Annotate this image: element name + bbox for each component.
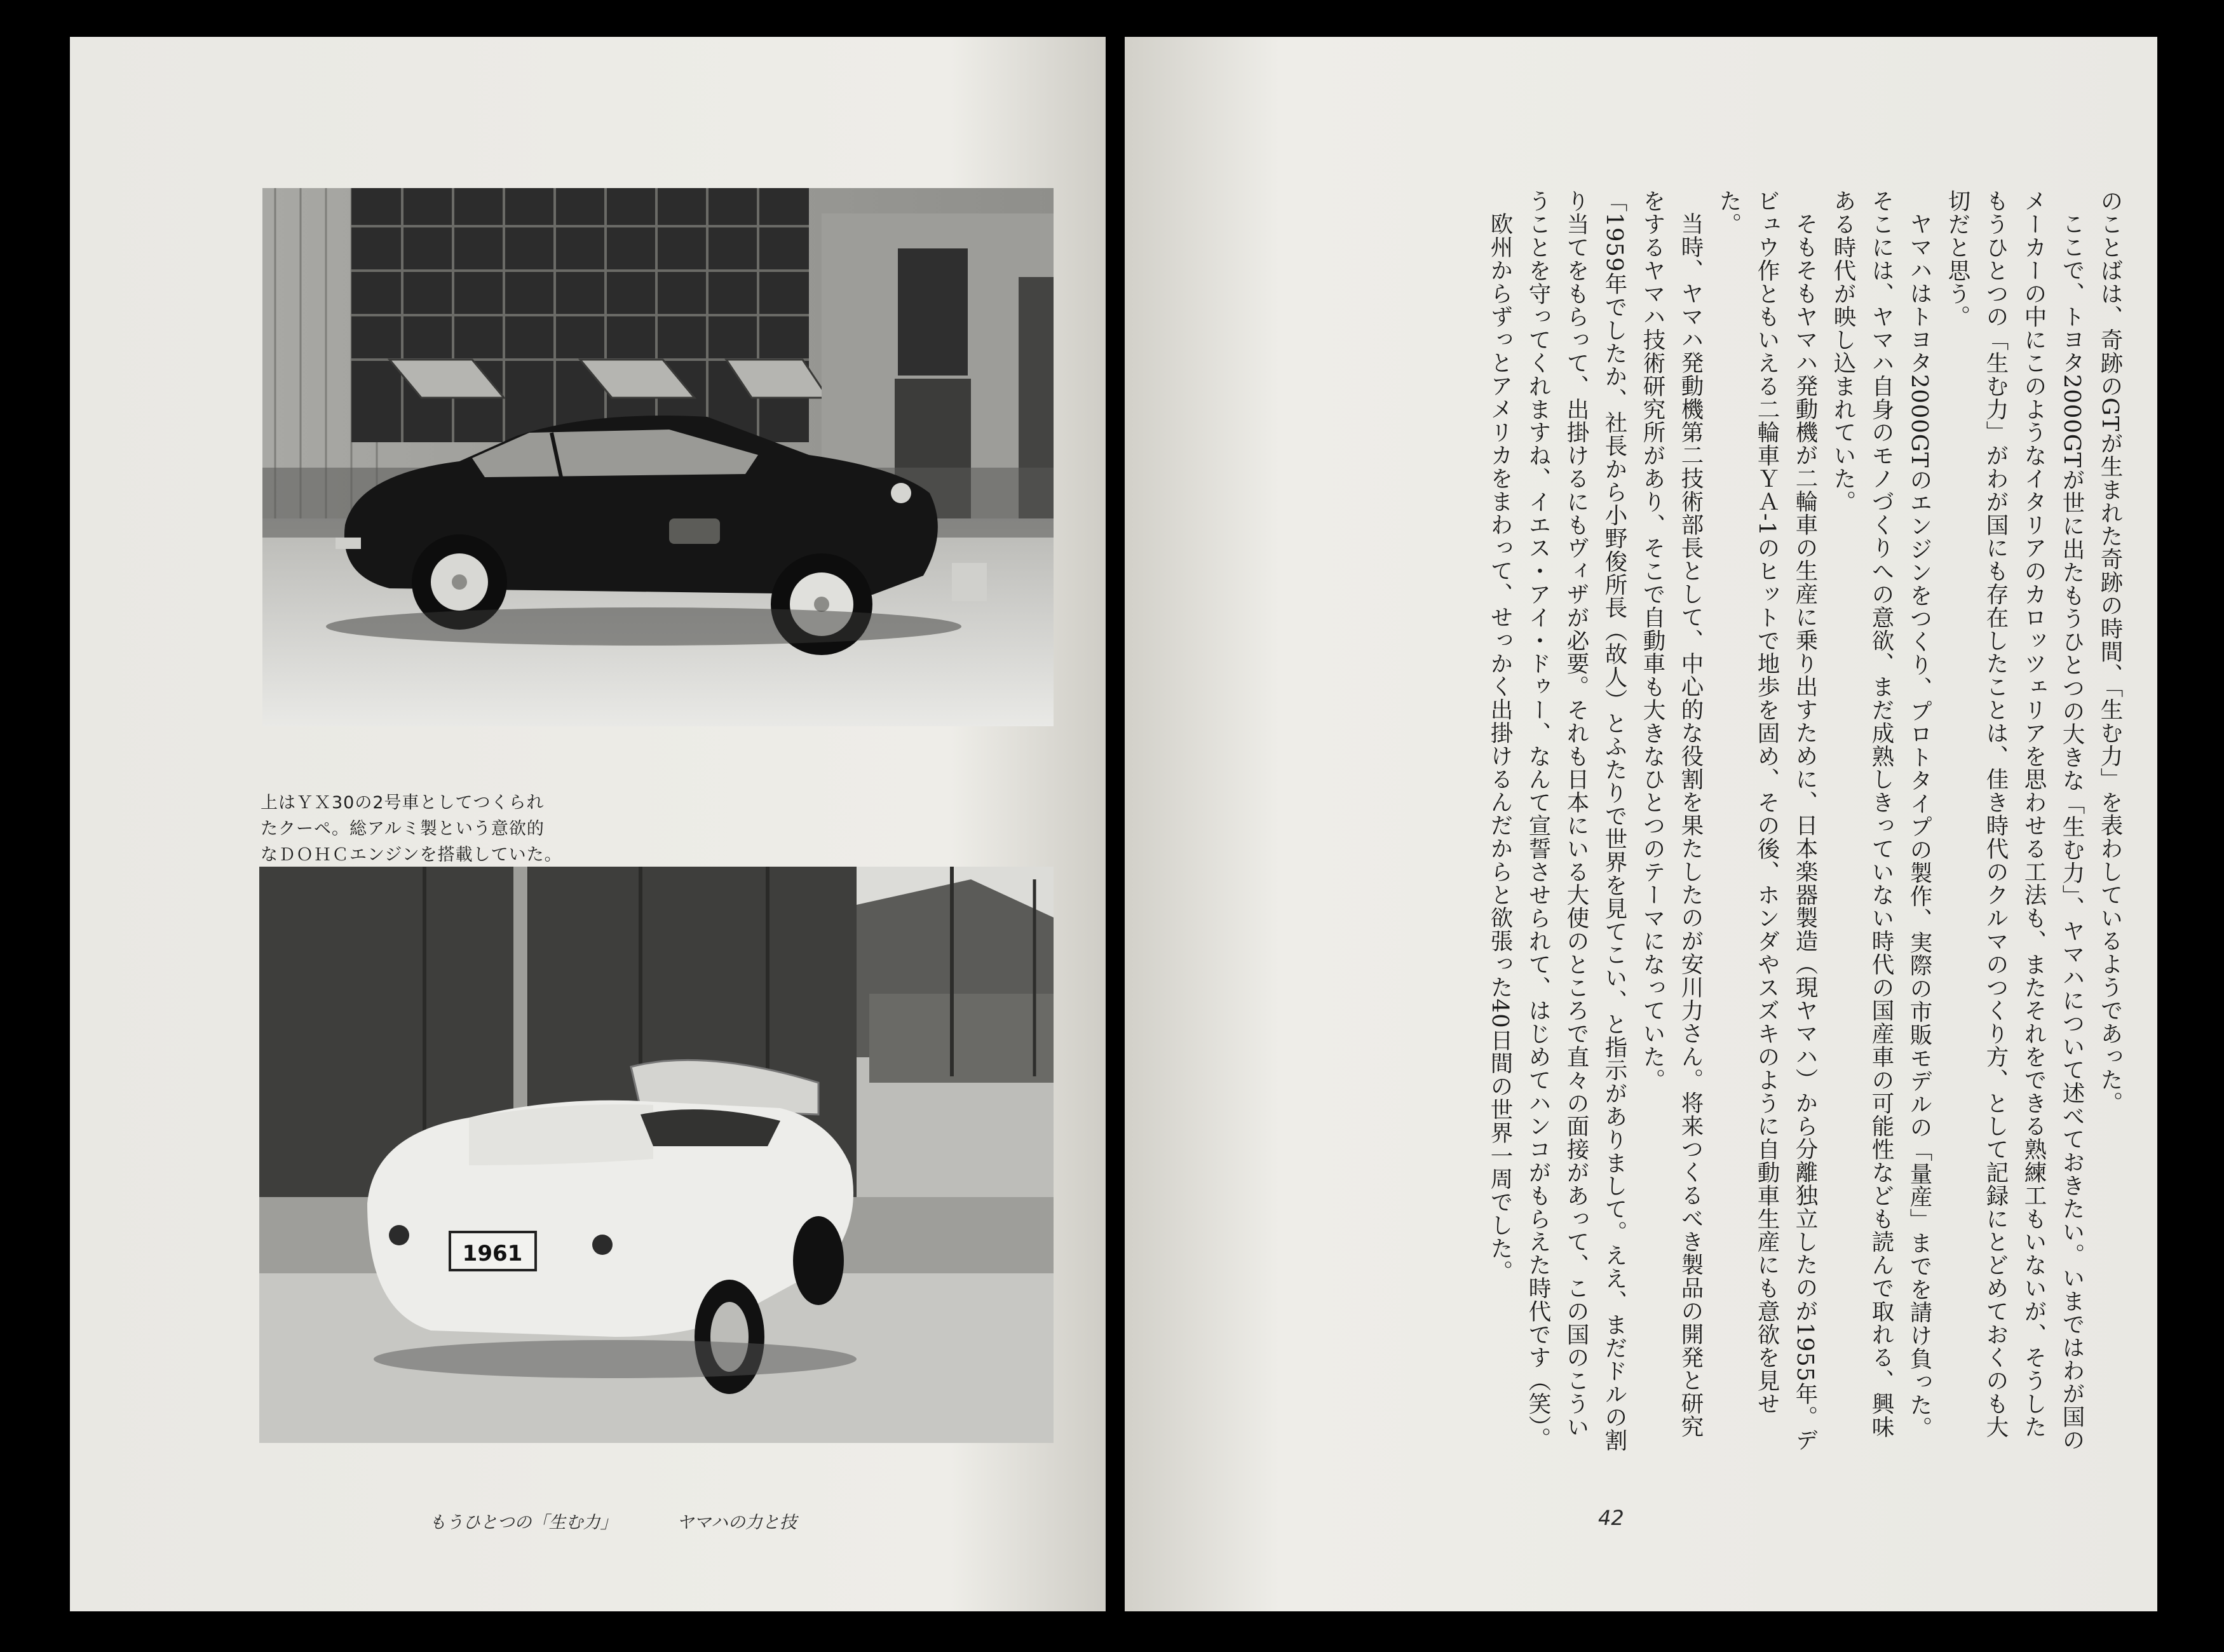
paragraph: ヤマハはトヨタ2000GTのエンジンをつくり、プロトタイプの製作、実際の市販モデルの「量産」までを請け負った。そこには、ヤマハ自身のモノづくりへの意欲、まだ成熟しきっていない時代の国産車の可能性なども読んで取れる、興味ある時代が映し込まれていた。 [1830, 189, 1932, 1439]
roadster-photo-illustration [259, 867, 1054, 1443]
coupe-photo-illustration [262, 188, 1054, 726]
paragraph: 欧州からずっとアメリカをまわって、せっかく出掛けるんだからと欲張った40日間の世界一周でした。 [1487, 212, 1513, 1283]
license-plate-text: 1961 [462, 1241, 523, 1266]
paragraph: 「1959年でしたか、社長から小野俊所長（故人）とふたりで世界を見てこい、と指示がありまして。ええ、まだドルの割り当てをもらって、出掛けるにもヴィザが必要。それも日本にいる大使のところで直々の面接があって、この国のこういうことを守ってくれますね、イエス・アイ・ドゥー、なんて宣誓させられて、はじめてハンコがもらえた時代です（笑）。 [1525, 189, 1627, 1452]
caption-line: なＤＯＨＣエンジンを搭載していた。 [261, 845, 562, 865]
caption-line: たクーペ。総アルミ製という意欲的 [261, 819, 545, 839]
footer-chapter-title: ヤマハの力と技 [677, 1513, 797, 1533]
roadster-photo [259, 867, 1054, 1443]
footer-series-title: もうひとつの「生む力」 [429, 1513, 618, 1533]
body-text [1160, 189, 2129, 1454]
paragraph: ここで、トヨタ2000GTが世に出たもうひとつの大きな「生む力」、ヤマハについて述べておきたい。いまではわが国のメーカーの中にこのようなイタリアのカロッツェリアを思わせる工法も、またそれをできる熟練工もいないが、そうしたもうひとつの「生む力」がわが国にも存在したことは、佳き時代のクルマのつくり方、として記録にとどめておくのも大切だと思う。 [1944, 189, 2085, 1451]
paragraph: 当時、ヤマハ発動機第二技術部長として、中心的な役割を果たしたのが安川力さん。将来つくるべき製品の開発と研究をするヤマハ技術研究所があり、そこで自動車も大きなひとつのテーマになっていた。 [1639, 189, 1704, 1438]
left-page [70, 37, 1106, 1611]
paragraph: のことばは、奇跡のGTが生まれた奇跡の時間、「生む力」を表わしているようであった。 [2097, 189, 2123, 1114]
page-number: 42 [1598, 1506, 1624, 1530]
paragraph: そもそもヤマハ発動機が二輪車の生産に乗り出すために、日本楽器製造（現ヤマハ）から分離独立したのが1955年。デビュウ作ともいえる二輪車ＹＡ-1のヒットで地歩を固め、その後、ホンダやスズキのように自動車生産にも意欲を見せた。 [1716, 189, 1818, 1451]
caption-line: 上はＹＸ30の2号車としてつくられ [261, 793, 545, 813]
right-page [1125, 37, 2157, 1611]
photo-caption [261, 790, 718, 868]
coupe-photo [262, 188, 1054, 726]
